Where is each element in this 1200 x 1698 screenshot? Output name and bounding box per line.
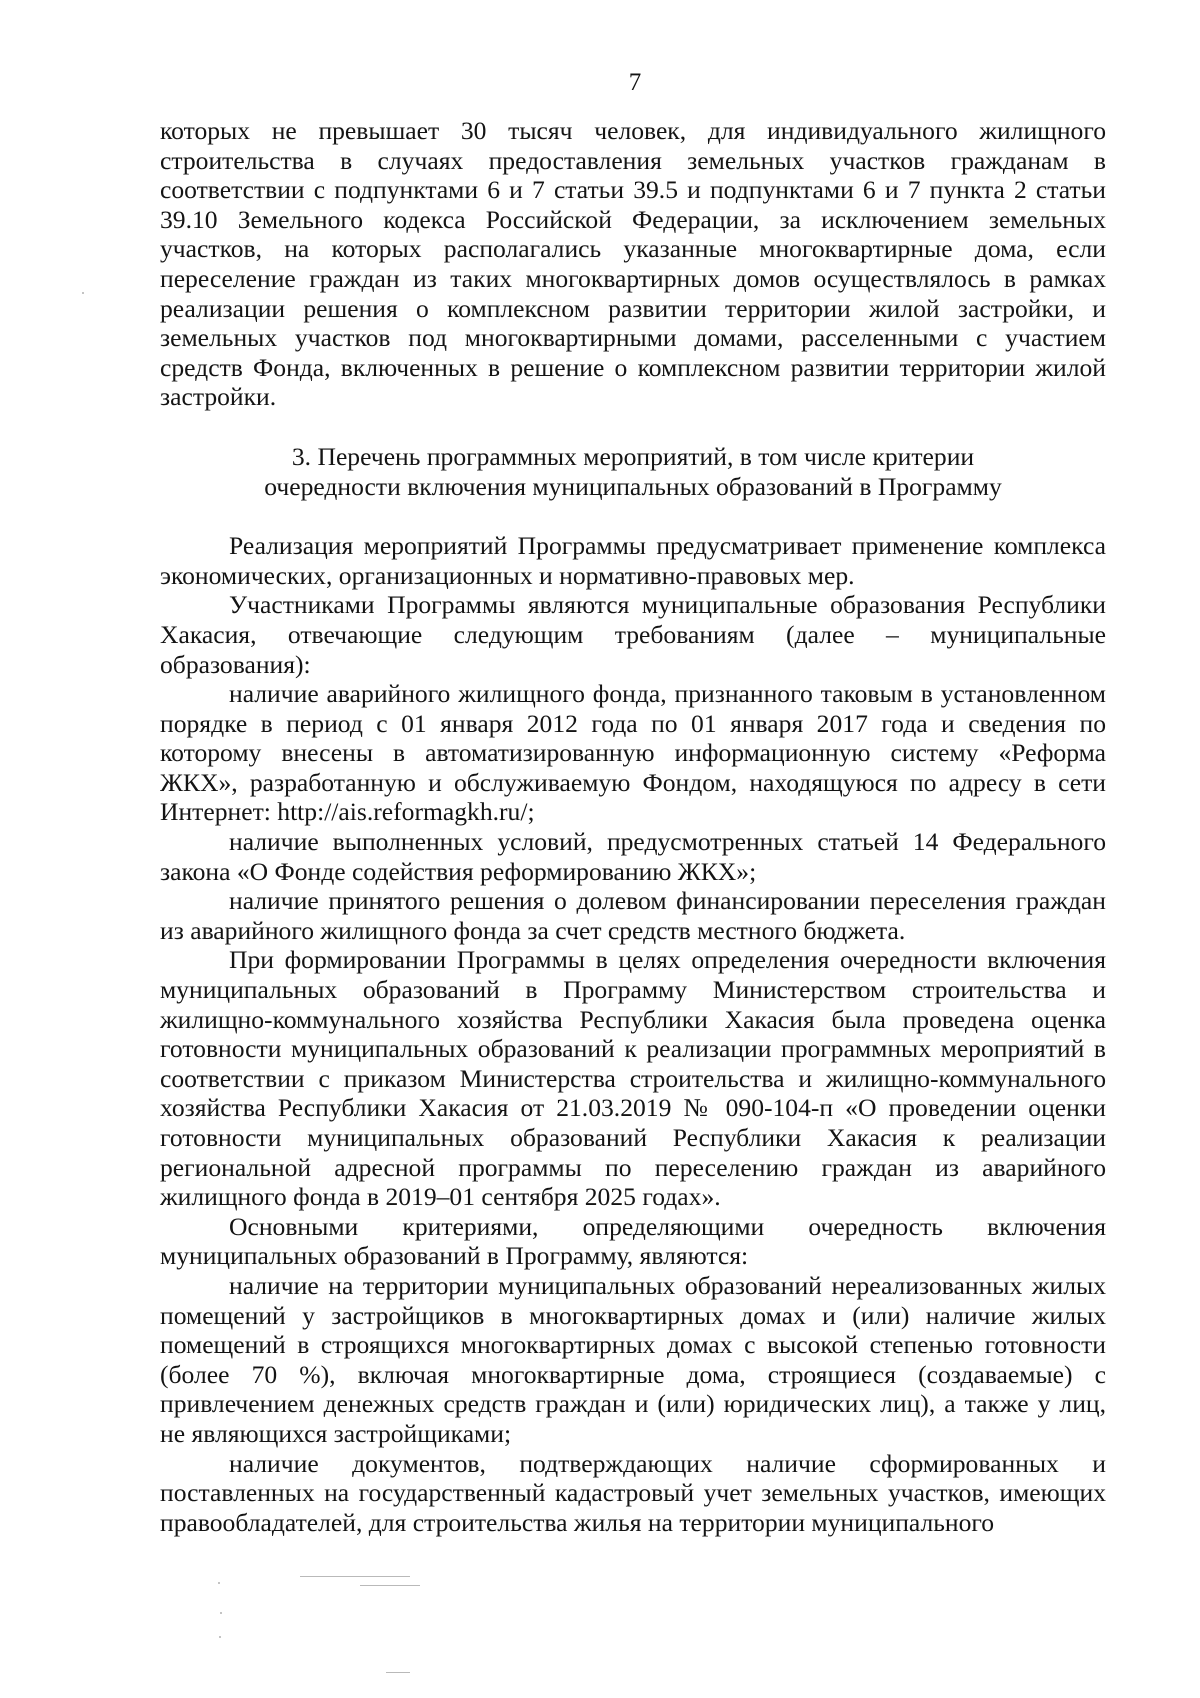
intro-paragraph: которых не превышает 30 тысяч человек, для индивидуального жилищного строительства в случаях предоставления земельных участков гражданам в соответствии с подпунктами 6 и 7 статьи 39.5 и подпунктами 6 и 7 пункта 2 статьи 39.10 Земельного кодекса Российской Федерации, за исключением земельных участков, на которых располагались указанные многоквартирные дома, если переселение граждан из таких многоквартирных домов осуществлялось в рамках реализации решения о комплексном развитии территории жилой застройки, и земельных участков под многоквартирными домами, расселенными с участием средств Фонда, включенных в решение о комплексном развитии территории жилой застройки. (160, 116, 1106, 412)
paragraph-requirement-emergency-fund: наличие аварийного жилищного фонда, признанного таковым в установленном порядке в период с 01 января 2012 года по 01 января 2017 года и сведения по которому внесены в автоматизированную информационную систему «Реформа ЖКХ», разработанную и обслуживаемую Фондом, находящуюся по адресу в сети Интернет: http://ais.reformagkh.ru/; (160, 679, 1106, 827)
paragraph-requirement-federal-law: наличие выполненных условий, предусмотренных статьей 14 Федерального закона «О Фонде содействия реформированию ЖКХ»; (160, 827, 1106, 886)
document-body (160, 116, 1106, 1537)
scan-artifact-dot (218, 1582, 220, 1584)
paragraph-measures: Реализация мероприятий Программы предусматривает применение комплекса экономических, организационных и нормативно-правовых мер. (160, 531, 1106, 590)
scan-artifact-dot (220, 1612, 222, 1614)
scan-artifact-dot (219, 1636, 221, 1638)
scan-artifact-line (360, 1585, 420, 1586)
page-number: 7 (628, 69, 642, 96)
paragraph-participants: Участниками Программы являются муниципальные образования Республики Хакасия, отвечающие следующим требованиям (далее – муниципальные образования): (160, 590, 1106, 679)
section-title-line-2: очередности включения муниципальных образований в Программу (264, 471, 1002, 501)
paragraph-requirement-cofinancing: наличие принятого решения о долевом финансировании переселения граждан из аварийного жилищного фонда за счет средств местного бюджета. (160, 886, 1106, 945)
section-title-line-1: 3. Перечень программных мероприятий, в том числе критерии (291, 441, 975, 471)
paragraph-criterion-land-plots: наличие документов, подтверждающих наличие сформированных и поставленных на государственный кадастровый учет земельных участков, имеющих правообладателей, для строительства жилья на территории муниципального (160, 1448, 1106, 1537)
paragraph-criterion-housing: наличие на территории муниципальных образований нереализованных жилых помещений у застройщиков в многоквартирных домах и (или) наличие жилых помещений в строящихся многоквартирных домах с высокой степенью готовности (более 70 %), включая многоквартирные дома, строящиеся (создаваемые) с привлечением денежных средств граждан и (или) юридических лиц), а также у лиц, не являющихся застройщиками; (160, 1270, 1106, 1448)
scan-artifact-dot (82, 292, 84, 294)
paragraph-readiness-assessment: При формировании Программы в целях определения очередности включения муниципальных образований в Программу Министерством строительства и жилищно-коммунального хозяйства Республики Хакасия была проведена оценка готовности муниципальных образований к реализации программных мероприятий в соответствии с приказом Министерства строительства и жилищно-коммунального хозяйства Республики Хакасия от 21.03.2019 № 090-104-п «О проведении оценки готовности муниципальных образований Республики Хакасия к реализации региональной адресной программы по переселению граждан из аварийного жилищного фонда в 2019–01 сентября 2025 годах». (160, 945, 1106, 1212)
paragraph-main-criteria: Основными критериями, определяющими очередность включения муниципальных образований в Программу, являются: (160, 1211, 1106, 1271)
section-title (160, 442, 1106, 501)
scan-artifact-line (386, 1672, 410, 1673)
scan-artifact-line (300, 1576, 410, 1577)
